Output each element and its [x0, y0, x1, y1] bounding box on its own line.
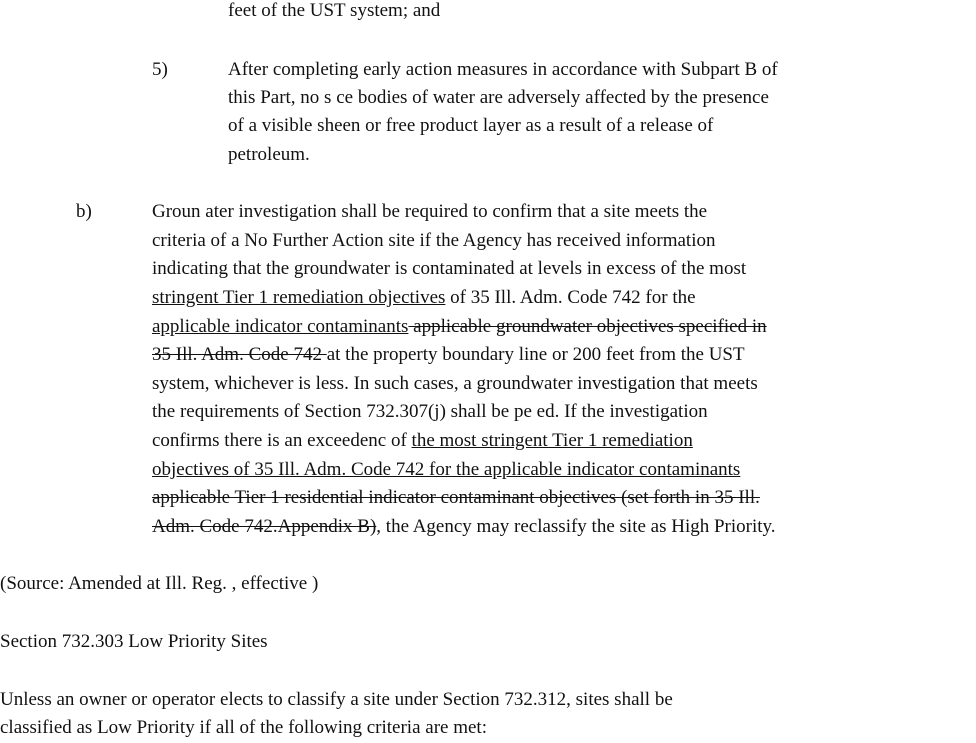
section-b-line-4 — [152, 284, 696, 313]
section-b-line-3: indicating that the groundwater is contaminated at levels in excess of the most — [152, 258, 747, 279]
item-5-marker: 5) — [152, 59, 168, 80]
section-b-line-6 — [152, 341, 745, 370]
plain-text: , the Agency may reclassify the site as High Priority. — [376, 516, 776, 537]
section-b-line-11 — [152, 484, 760, 513]
item-5-line-4: petroleum. — [228, 144, 310, 165]
closing-line-2: classified as Low Priority if all of the following criteria are met: — [0, 717, 487, 738]
plain-text: at the property boundary line or 200 feet from the UST — [326, 344, 745, 365]
plain-text: of 35 Ill. Adm. Code 742 for the — [445, 287, 696, 308]
section-b-line-10 — [152, 456, 740, 485]
deleted-text: 35 Ill. Adm. Code 742 — [152, 344, 327, 365]
section-b-line-7: system, whichever is less. In such cases, a groundwater investigation that meets — [152, 373, 758, 394]
section-b-line-8: the requirements of Section 732.307(j) shall be pe ed. If the investigation — [152, 401, 708, 422]
item-5-line-3: of a visible sheen or free product layer as a result of a release of — [228, 115, 714, 136]
inserted-text: the most stringent Tier 1 remediation — [411, 430, 693, 451]
inserted-text: objectives of 35 Ill. Adm. Code 742 for the applicable indicator contaminants — [152, 459, 741, 480]
section-b-line-5 — [152, 313, 767, 342]
item-5-line-1: After completing early action measures in accordance with Subpart B of — [228, 59, 778, 80]
section-b-line-9 — [152, 427, 693, 456]
item-4-tail: feet of the UST system; and — [228, 0, 441, 21]
section-b-line-12 — [152, 513, 776, 542]
inserted-text: stringent Tier 1 remediation objectives — [152, 287, 446, 308]
section-b-line-1: Groun ater investigation shall be required to confirm that a site meets the — [152, 201, 708, 222]
closing-line-1: Unless an owner or operator elects to classify a site under Section 732.312, sites shall be — [0, 689, 673, 710]
deleted-text: Adm. Code 742.Appendix B) — [152, 516, 377, 537]
section-heading: Section 732.303 Low Priority Sites — [0, 631, 268, 652]
source-note: (Source: Amended at Ill. Reg. , effective ) — [0, 573, 319, 594]
plain-text: confirms there is an exceedenc of — [152, 430, 412, 451]
deleted-text: applicable Tier 1 residential indicator contaminant objectives (set forth in 35 Ill. — [152, 487, 760, 508]
section-b-line-2: criteria of a No Further Action site if the Agency has received information — [152, 230, 716, 251]
deleted-text: applicable groundwater objectives specified in — [408, 316, 767, 337]
inserted-text: applicable indicator contaminants — [152, 316, 409, 337]
item-5-line-2: this Part, no s ce bodies of water are adversely affected by the presence — [228, 87, 769, 108]
section-b-marker: b) — [76, 201, 92, 222]
